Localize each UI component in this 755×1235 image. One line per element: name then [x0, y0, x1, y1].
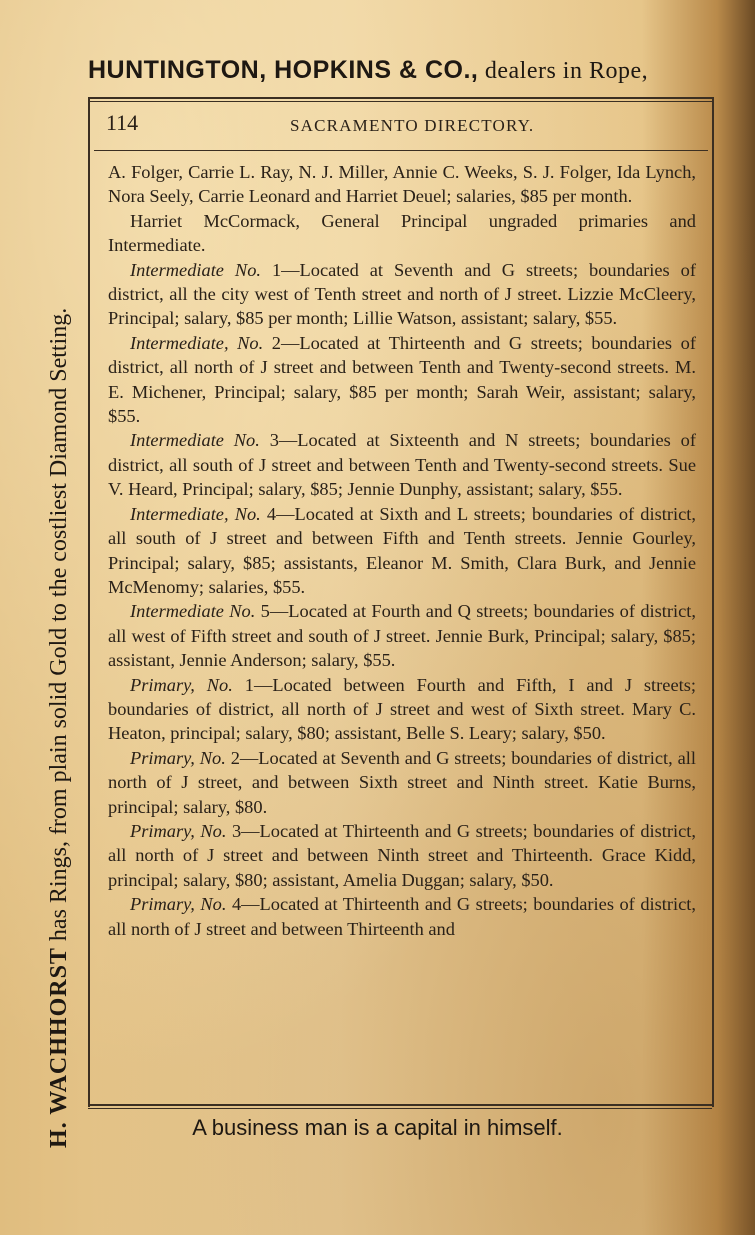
school-label: Primary, No.	[130, 747, 226, 768]
school-entry: Intermediate No. 3—Located at Sixteenth and N streets; boundaries of district, all south of J street and between Tenth and Twenty-second streets. Sue V. Heard, Principal; salary, $85; Jennie Dunphy, assistant; salary, $55.	[108, 430, 696, 500]
school-entry: Primary, No. 1—Located between Fourth and Fifth, I and J streets; boundaries of district, all north of J street and west of Sixth street. Mary C. Heaton, principal; salary, $80; assistant, Belle S. Leary; salary, $50.	[108, 674, 696, 744]
school-label: Intermediate No.	[130, 259, 261, 280]
page-header	[106, 110, 702, 140]
school-label: Primary, No.	[130, 894, 227, 915]
school-label: Intermediate No.	[130, 430, 260, 451]
school-label: Intermediate No.	[130, 601, 256, 622]
school-label: Intermediate, No.	[130, 503, 261, 524]
school-label: Primary, No.	[130, 820, 227, 841]
directory-body	[108, 160, 696, 941]
school-entry: Intermediate No. 1—Located at Seventh and G streets; boundaries of district, all the city west of Tenth street and north of J street. Lizzie McCleery, Principal; salary, $85 per month; Lillie Watson, assistant; salary, $55.	[108, 259, 696, 329]
paragraph: A. Folger, Carrie L. Ray, N. J. Miller, Annie C. Weeks, S. J. Folger, Ida Lynch, Nora Seely, Carrie Leonard and Harriet Deuel; salaries, $85 per month.	[108, 162, 696, 207]
top-advertisement-banner	[88, 56, 718, 85]
side-advertiser-tagline: has Rings, from plain solid Gold to the costliest Diamond Setting.	[46, 307, 72, 948]
side-advertiser-name: H. WACHHORST	[46, 947, 72, 1148]
school-entry: Primary, No. 4—Located at Thirteenth and G streets; boundaries of district, all north of J street and between Thirteenth and	[108, 894, 696, 939]
side-advertisement-banner	[46, 88, 73, 1148]
school-label: Intermediate, No.	[130, 332, 264, 353]
school-entry: Intermediate, No. 2—Located at Thirteenth and G streets; boundaries of district, all north of J street and between Tenth and Twenty-second streets. M. E. Michener, Principal; salary, $85 per month; Sarah Weir, assistant; salary, $55.	[108, 332, 696, 427]
school-entry: Intermediate, No. 4—Located at Sixth and L streets; boundaries of district, all south of J street and between Fifth and Tenth streets. Jennie Gourley, Principal; salary, $85; assistants, Eleanor M. Smith, Clara Burk, and Jennie McMenomy; salaries, $55.	[108, 503, 696, 597]
advertiser-tagline: dealers in Rope,	[478, 58, 649, 84]
frame-top-rule	[88, 97, 712, 99]
running-head: SACRAMENTO DIRECTORY.	[290, 116, 535, 135]
page-number: 114	[106, 110, 139, 135]
frame-top-rule-inner	[88, 101, 712, 102]
school-entry: Primary, No. 3—Located at Thirteenth and G streets; boundaries of district, all north of J street and between Ninth street and Thirteenth. Grace Kidd, principal; salary, $80; assistant, Amelia Duggan; salary, $50.	[108, 820, 696, 890]
bottom-motto-banner: A business man is a capital in himself.	[192, 1115, 563, 1140]
header-rule	[94, 150, 708, 151]
advertiser-name: HUNTINGTON, HOPKINS & CO.,	[88, 56, 479, 84]
frame-bottom-rule-inner	[88, 1108, 712, 1109]
frame-bottom-rule	[88, 1104, 712, 1106]
paragraph: Harriet McCormack, General Principal ungraded primaries and Intermediate.	[108, 210, 696, 256]
school-entry: Primary, No. 2—Located at Seventh and G streets; boundaries of district, all north of J street, and between Sixth street and Ninth street. Katie Burns, principal; salary, $80.	[108, 747, 696, 817]
school-entry: Intermediate No. 5—Located at Fourth and Q streets; boundaries of district, all west of Fifth street and south of J street. Jennie Burk, Principal; salary, $85; assistant, Jennie Anderson; salary, $55.	[108, 601, 697, 671]
school-label: Primary, No.	[130, 674, 233, 695]
